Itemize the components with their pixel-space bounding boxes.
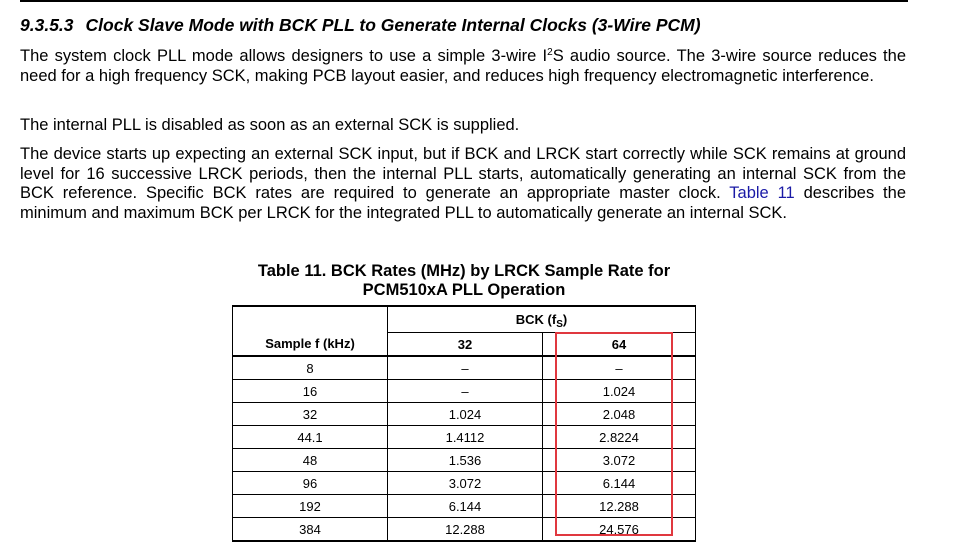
table-row	[233, 518, 696, 542]
cell-bck-32: 1.4112	[388, 426, 543, 449]
col-header-64: 64	[543, 333, 696, 357]
table-column-header-row	[233, 333, 696, 357]
cell-sample-rate: 44.1	[233, 426, 388, 449]
table-caption	[232, 262, 696, 300]
cell-bck-64: 6.144	[543, 472, 696, 495]
cell-sample-rate: 8	[233, 356, 388, 380]
table-corner-cell	[233, 306, 388, 333]
paragraph-text: S audio source. The 3-wire source reduces the need for a high frequency SCK, making PCB layout easier, and reduces high frequency electromagnetic interference.	[20, 47, 906, 85]
cell-bck-32: 3.072	[388, 472, 543, 495]
col-header-32: 32	[388, 333, 543, 357]
section-number: 9.3.5.3	[20, 15, 74, 35]
table-row	[233, 403, 696, 426]
cell-sample-rate: 16	[233, 380, 388, 403]
cell-sample-rate: 384	[233, 518, 388, 542]
bck-header-text: BCK (f	[515, 312, 557, 327]
paragraph-startup	[20, 145, 906, 223]
table-row	[233, 356, 696, 380]
cell-bck-32: –	[388, 380, 543, 403]
paragraph-pll-mode	[20, 47, 906, 86]
table-11-link[interactable]: Table 11	[729, 184, 795, 202]
cell-bck-64: 2.8224	[543, 426, 696, 449]
bck-header-close: )	[562, 312, 568, 327]
cell-bck-64: –	[543, 356, 696, 380]
bck-rates-table	[232, 305, 696, 542]
col-header-sample: Sample f (kHz)	[233, 333, 388, 357]
cell-bck-32: 12.288	[388, 518, 543, 542]
section-title: Clock Slave Mode with BCK PLL to Generate Internal Clocks (3-Wire PCM)	[85, 15, 701, 35]
cell-bck-32: –	[388, 356, 543, 380]
cell-bck-64: 24.576	[543, 518, 696, 542]
bck-header-subscript: S	[556, 319, 563, 330]
table-row	[233, 380, 696, 403]
cell-bck-64: 3.072	[543, 449, 696, 472]
cell-bck-32: 1.024	[388, 403, 543, 426]
cell-sample-rate: 48	[233, 449, 388, 472]
cell-sample-rate: 192	[233, 495, 388, 518]
table-row	[233, 495, 696, 518]
paragraph-text: The device starts up expecting an external SCK input, but if BCK and LRCK start correctly while SCK remains at ground level for 16 successive LRCK periods, then the internal PLL starts, automatically generating an internal SCK from the BCK reference. Specific BCK rates are required to generate an appropriate master clock.	[20, 145, 906, 202]
paragraph-text: describes the minimum and maximum BCK per LRCK for the integrated PLL to automatically generate an internal SCK.	[20, 184, 906, 222]
paragraph-pll-disabled: The internal PLL is disabled as soon as an external SCK is supplied.	[20, 116, 520, 134]
cell-sample-rate: 96	[233, 472, 388, 495]
table-row	[233, 449, 696, 472]
table-row	[233, 426, 696, 449]
cell-bck-64: 1.024	[543, 380, 696, 403]
top-rule	[20, 0, 908, 2]
bck-group-header	[388, 306, 696, 333]
paragraph-text: The system clock PLL mode allows designers to use a simple 3-wire I	[20, 47, 548, 65]
cell-bck-32: 1.536	[388, 449, 543, 472]
superscript-2: 2	[547, 47, 553, 58]
cell-bck-64: 2.048	[543, 403, 696, 426]
table-row	[233, 472, 696, 495]
section-heading	[20, 15, 701, 36]
table-group-header-row	[233, 306, 696, 333]
cell-bck-32: 6.144	[388, 495, 543, 518]
caption-line-2: PCM510xA PLL Operation	[362, 281, 566, 299]
cell-sample-rate: 32	[233, 403, 388, 426]
caption-line-1: Table 11. BCK Rates (MHz) by LRCK Sample Rate for	[257, 262, 671, 280]
cell-bck-64: 12.288	[543, 495, 696, 518]
